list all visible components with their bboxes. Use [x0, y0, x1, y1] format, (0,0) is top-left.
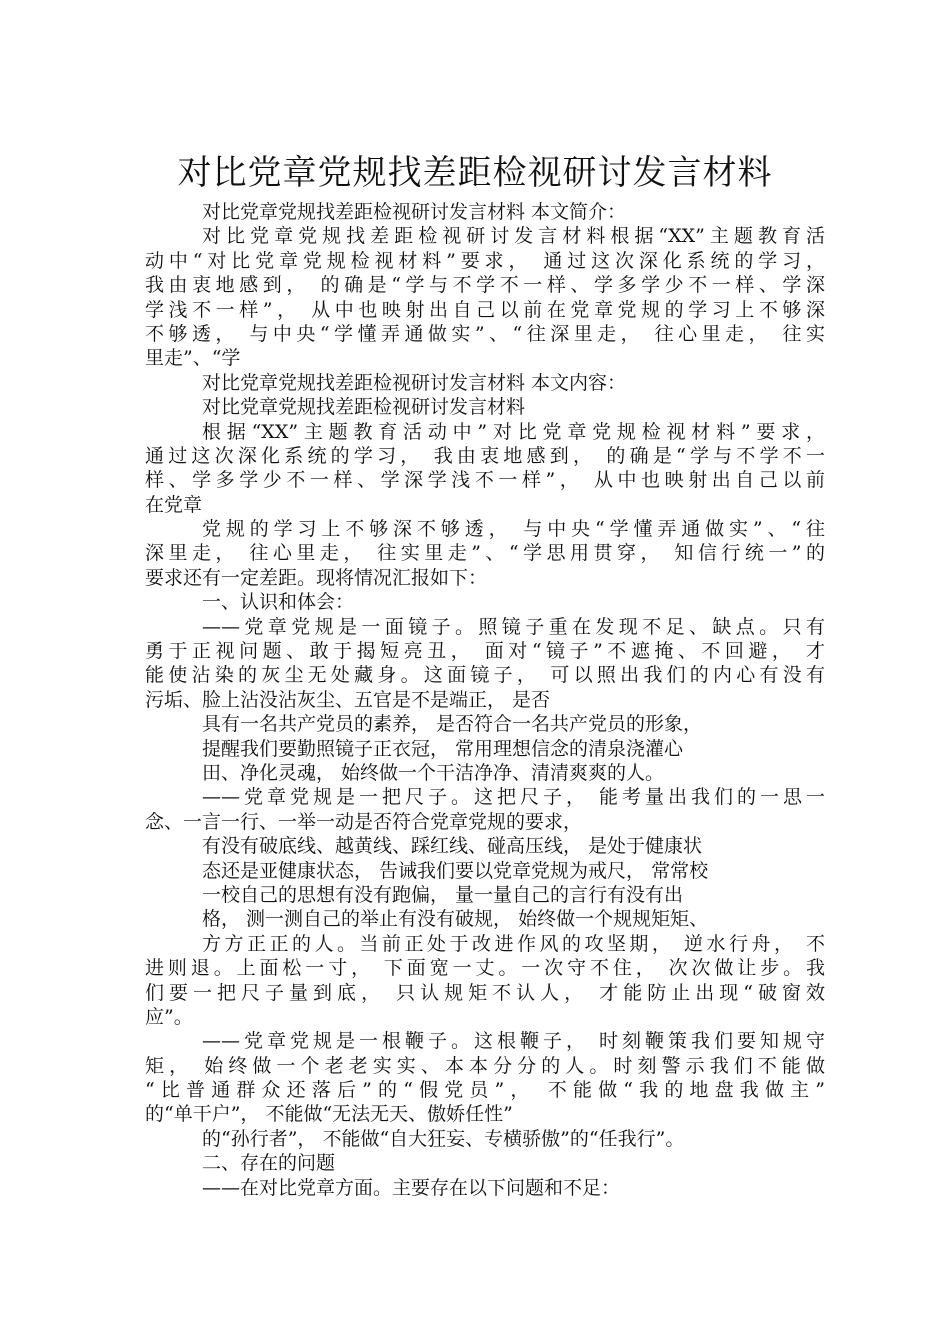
text-line: ——党章党规是一把尺子。这把尺子， 能考量出我们的一思一	[202, 786, 825, 809]
text-line: 学浅不一样”， 从中也映射出自己以前在党章党规的学习上不够深	[145, 298, 825, 321]
document-body	[145, 200, 825, 1200]
text-line: 通过这次深化系统的学习， 我由衷地感到， 的确是“学与不学不一	[145, 444, 825, 467]
text-line: 能使沾染的灰尘无处藏身。这面镜子， 可以照出我们的内心有没有	[145, 664, 825, 687]
text-line: 应”。	[145, 1005, 193, 1028]
text-line: 动中“对比党章党规检视材料”要求， 通过这次深化系统的学习，	[145, 249, 825, 272]
text-line: 对比党章党规找差距检视研讨发言材料 本文简介：	[202, 201, 627, 223]
text-line: 态还是亚健康状态， 告诫我们要以党章党规为戒尺， 常常校	[202, 859, 709, 882]
text-line: 一校自己的思想有没有跑偏， 量一量自己的言行有没有出	[202, 883, 684, 906]
text-line: 提醒我们要勤照镜子正衣冠， 常用理想信念的清泉浇灌心	[202, 737, 684, 760]
text-line: 有没有破底线、越黄线、踩红线、碰高压线， 是处于健康状	[202, 835, 703, 858]
text-line: 田、净化灵魂， 始终做一个干洁净净、清清爽爽的人。	[202, 761, 665, 784]
text-line: 具有一名共产党员的素养， 是否符合一名共产党员的形象，	[202, 713, 703, 736]
text-line: 对比党章党规找差距检视研讨发言材料根据“XX”主题教育活	[202, 225, 825, 248]
text-line: 不够透， 与中央“学懂弄通做实”、“往深里走， 往心里走， 往实	[145, 322, 825, 345]
text-line: 方方正正的人。当前正处于改进作风的攻坚期， 逆水行舟， 不	[202, 932, 825, 955]
text-line: 污垢、脸上沾没沾灰尘、五官是不是端正， 是否	[145, 688, 551, 711]
text-line: ——在对比党章方面。主要存在以下问题和不足：	[202, 1176, 621, 1199]
text-line: 里走”、“学	[145, 347, 241, 370]
text-line: 的“孙行者”， 不能做“自大狂妄、专横骄傲”的“任我行”。	[202, 1127, 685, 1150]
text-line: 念、一言一行、一举一动是否符合党章党规的要求，	[145, 810, 583, 833]
text-line: 样、学多学少不一样、学深学浅不一样”， 从中也映射出自己以前	[145, 469, 825, 492]
text-line: 格， 测一测自己的举止有没有破规， 始终做一个规规矩矩、	[202, 908, 709, 931]
text-line: 我由衷地感到， 的确是“学与不学不一样、学多学少不一样、学深	[145, 274, 825, 297]
text-line: 矩， 始终做一个老老实实、本本分分的人。时刻警示我们不能做	[145, 1054, 825, 1077]
text-line: 勇于正视问题、敢于揭短亮丑， 面对“镜子”不遮掩、不回避， 才	[145, 640, 825, 663]
text-line: 们要一把尺子量到底， 只认规矩不认人， 才能防止出现“破窗效	[145, 981, 825, 1004]
text-line: “比普通群众还落后”的“假党员”， 不能做“我的地盘我做主”	[145, 1079, 825, 1102]
text-line: 根据“XX”主题教育活动中”对比党章党规检视材料”要求，	[202, 420, 825, 443]
text-line: 在党章	[145, 493, 203, 516]
text-line: 深里走， 往心里走， 往实里走”、“学思用贯穿， 知信行统一”的	[145, 542, 825, 565]
section-heading: 一、认识和体会：	[202, 591, 355, 614]
text-line: 要求还有一定差距。现将情况汇报如下：	[145, 566, 488, 589]
text-line: ——党章党规是一根鞭子。这根鞭子， 时刻鞭策我们要知规守	[202, 1030, 825, 1053]
document-title: 对比党章党规找差距检视研讨发言材料	[177, 152, 773, 193]
text-line: 的“单干户”， 不能做“无法无天、傲娇任性”	[145, 1103, 513, 1126]
text-line: ——党章党规是一面镜子。照镜子重在发现不足、缺点。只有	[202, 615, 825, 638]
text-line: 进则退。上面松一寸， 下面宽一丈。一次守不住， 次次做让步。我	[145, 957, 825, 980]
section-heading: 二、存在的问题	[202, 1152, 336, 1175]
text-line: 党规的学习上不够深不够透， 与中央“学懂弄通做实”、“往	[202, 518, 825, 541]
text-line: 对比党章党规找差距检视研讨发言材料	[202, 396, 526, 419]
text-line: 对比党章党规找差距检视研讨发言材料 本文内容：	[202, 371, 627, 394]
